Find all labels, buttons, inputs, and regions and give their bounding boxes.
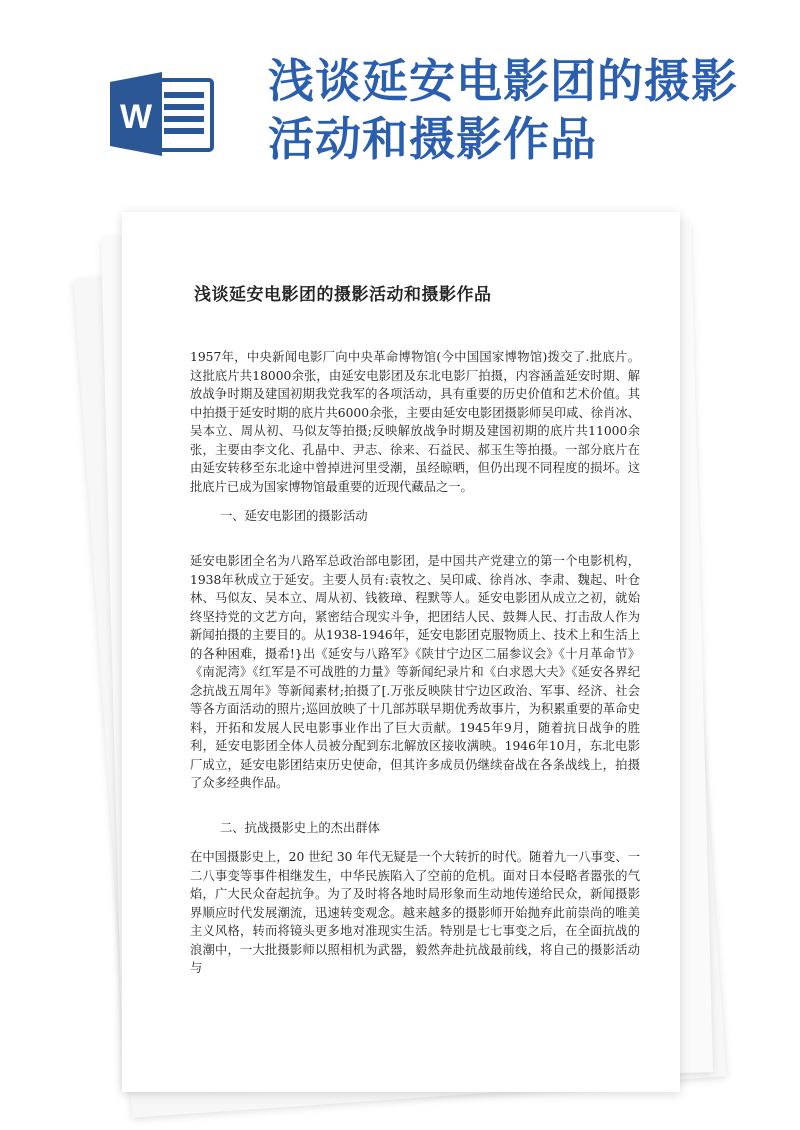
logo-letter: W [119, 98, 153, 136]
paragraph-intro: 1957年，中央新闻电影厂向中央革命博物馆(今中国国家博物馆)拨交了.批底片。这批底片共18000余张，由延安电影团及东北电影厂拍摄，内容涵盖延安时期、解放战争时期及建国初期我党我军的各项活动，具有重要的历史价值和艺术价值。其中拍摄于延安时期的底片共6000余张，主要由延安电影团摄影师吴印咸、徐肖冰、吴本立、周从初、马似友等拍摄;反映解放战争时期及建国初期的底片共11000余张，主要由李文化、孔晶中、尹志、徐来、石益民、郝玉生等拍摄。一部分底片在由延安转移至东北途中曾掉进河里受潮，虽经晾晒，但仍出现不同程度的损坏。这批底片已成为国家博物馆最重要的近现代藏品之一。 [190, 350, 640, 494]
banner-title-line1: 浅谈延安电影团的摄影 [268, 54, 738, 108]
paragraph-section-1: 延安电影团全名为八路军总政治部电影团，是中国共产党建立的第一个电影机构，1938年秋成立于延安。主要人员有:袁牧之、吴印咸、徐肖冰、李肃、魏起、叶仓林、马似友、吴本立、周从初、钱筱璋、程默等人。延安电影团从成立之初，就始终坚持党的文艺方向，紧密结合现实斗争，把团结人民、鼓舞人民、打击敌人作为新闻拍摄的主要目的。从1938-1946年，延安电影团克服物质上、技术上和生活上的各种困难，摄希!}出《延安与八路军》《陕甘宁边区二届参议会》《十月革命节》《南泥湾》《红军是不可战胜的力量》等新闻纪录片和《白求恩大夫》《延安各界纪念抗战五周年》等新闻素材;拍摄了[.万张反映陕甘宁边区政治、军事、经济、社会等各方面活动的照片;巡回放映了十几部苏联早期优秀故事片，为积累重要的革命史料，开拓和发展人民电影事业作出了巨大贡献。1945年9月，随着抗日战争的胜利，延安电影团全体人员被分配到东北解放区接收满映。1946年10月，东北电影厂成立，延安电影团结束历史使命，但其许多成员仍继续奋战在各条战线上，拍摄了众多经典作品。 [190, 554, 640, 790]
page-banner-title [268, 52, 768, 168]
section-heading-2: 二、抗战摄影史上的杰出群体 [220, 821, 380, 835]
section-heading-1: 一、延安电影团的摄影活动 [220, 509, 368, 523]
paragraph-section-2: 在中国摄影史上，20 世纪 30 年代无疑是一个大转折的时代。随着九一八事变、一二八事变等事件相继发生，中华民族陷入了空前的危机。面对日本侵略者嚣张的气焰，广大民众奋起抗争。为了及时将各地时局形象而生动地传递给民众，新闻摄影界顺应时代发展潮流，迅速转变观念。越来越多的摄影师开始抛弃此前崇尚的唯美主义风格，转而将镜头更多地对准现实生活。特别是七七事变之后，在全面抗战的浪潮中，一大批摄影师以照相机为武器，毅然奔赴抗战最前线，将自己的摄影活动与 [190, 850, 640, 975]
word-document-icon [110, 72, 214, 156]
document-title: 浅谈延安电影团的摄影活动和摄影作品 [194, 285, 492, 305]
document-page [122, 212, 680, 1092]
banner-title-line2: 活动和摄影作品 [268, 112, 597, 166]
